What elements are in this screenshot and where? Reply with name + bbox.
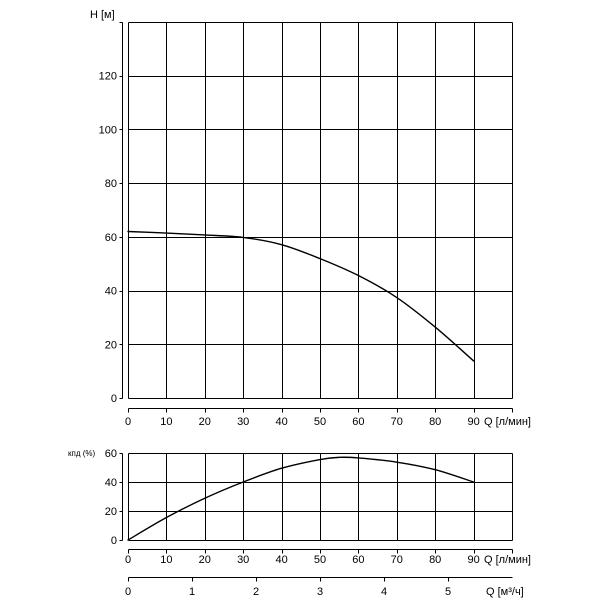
efficiency-y-tick-label: 40 [104,477,117,489]
efficiency-x-tick-label: 60 [352,554,365,566]
head-y-tick-label: 20 [104,339,117,352]
head-x-tick-label: 70 [390,416,403,428]
efficiency-chart [105,448,513,598]
efficiency-chart-flow-axis-title: Q [л/мин] [484,554,531,566]
head-x-tick-label: 40 [275,416,288,428]
efficiency-x-tick-label: 50 [313,554,327,566]
head-y-tick-label: 120 [98,70,117,83]
head-x-tick-label: 30 [237,416,250,428]
efficiency-curve [128,457,474,540]
head-x-tick-label: 0 [124,416,132,428]
head-x-tick-label: 20 [198,416,211,428]
head-curve [128,231,474,360]
efficiency-x-tick-label: 70 [390,554,403,566]
head-y-tick-label: 100 [98,124,117,137]
efficiency-x-tick-label: 30 [237,554,250,566]
flow-m3h-tick-label: 0 [124,586,132,598]
efficiency-x-tick-label: 10 [160,554,173,566]
flow-m3h-tick-label: 5 [444,586,452,598]
flow-m3h-axis-title: Q [м³/ч] [486,586,524,598]
head-y-tick-label: 0 [110,393,117,405]
head-x-tick-label: 60 [352,416,365,428]
efficiency-y-tick-label: 0 [110,535,117,547]
head-x-tick-label: 10 [160,416,173,428]
efficiency-axis-title: кпд (%) [68,449,96,458]
head-y-tick-label: 80 [104,178,117,191]
efficiency-x-tick-label: 80 [429,554,442,566]
head-x-tick-label: 50 [313,416,327,428]
head-x-tick-label: 90 [467,416,480,428]
head-chart-flow-axis-title: Q [л/мин] [484,416,531,428]
flow-m3h-tick-label: 2 [252,586,260,598]
head-y-tick-label: 60 [104,231,117,244]
efficiency-x-tick-label: 20 [198,554,211,566]
efficiency-x-tick-label: 0 [124,554,132,566]
head-axis-title: H [м] [90,9,115,21]
head-chart [99,23,513,429]
flow-m3h-tick-label: 3 [316,586,324,598]
head-y-tick-label: 40 [104,285,117,298]
efficiency-x-tick-label: 40 [275,554,288,566]
flow-m3h-tick-label: 1 [188,586,196,598]
head-x-tick-label: 80 [429,416,442,428]
efficiency-y-tick-label: 20 [104,506,117,518]
efficiency-x-tick-label: 90 [467,554,480,566]
efficiency-y-tick-label: 60 [104,448,117,460]
flow-m3h-tick-label: 4 [380,586,388,598]
